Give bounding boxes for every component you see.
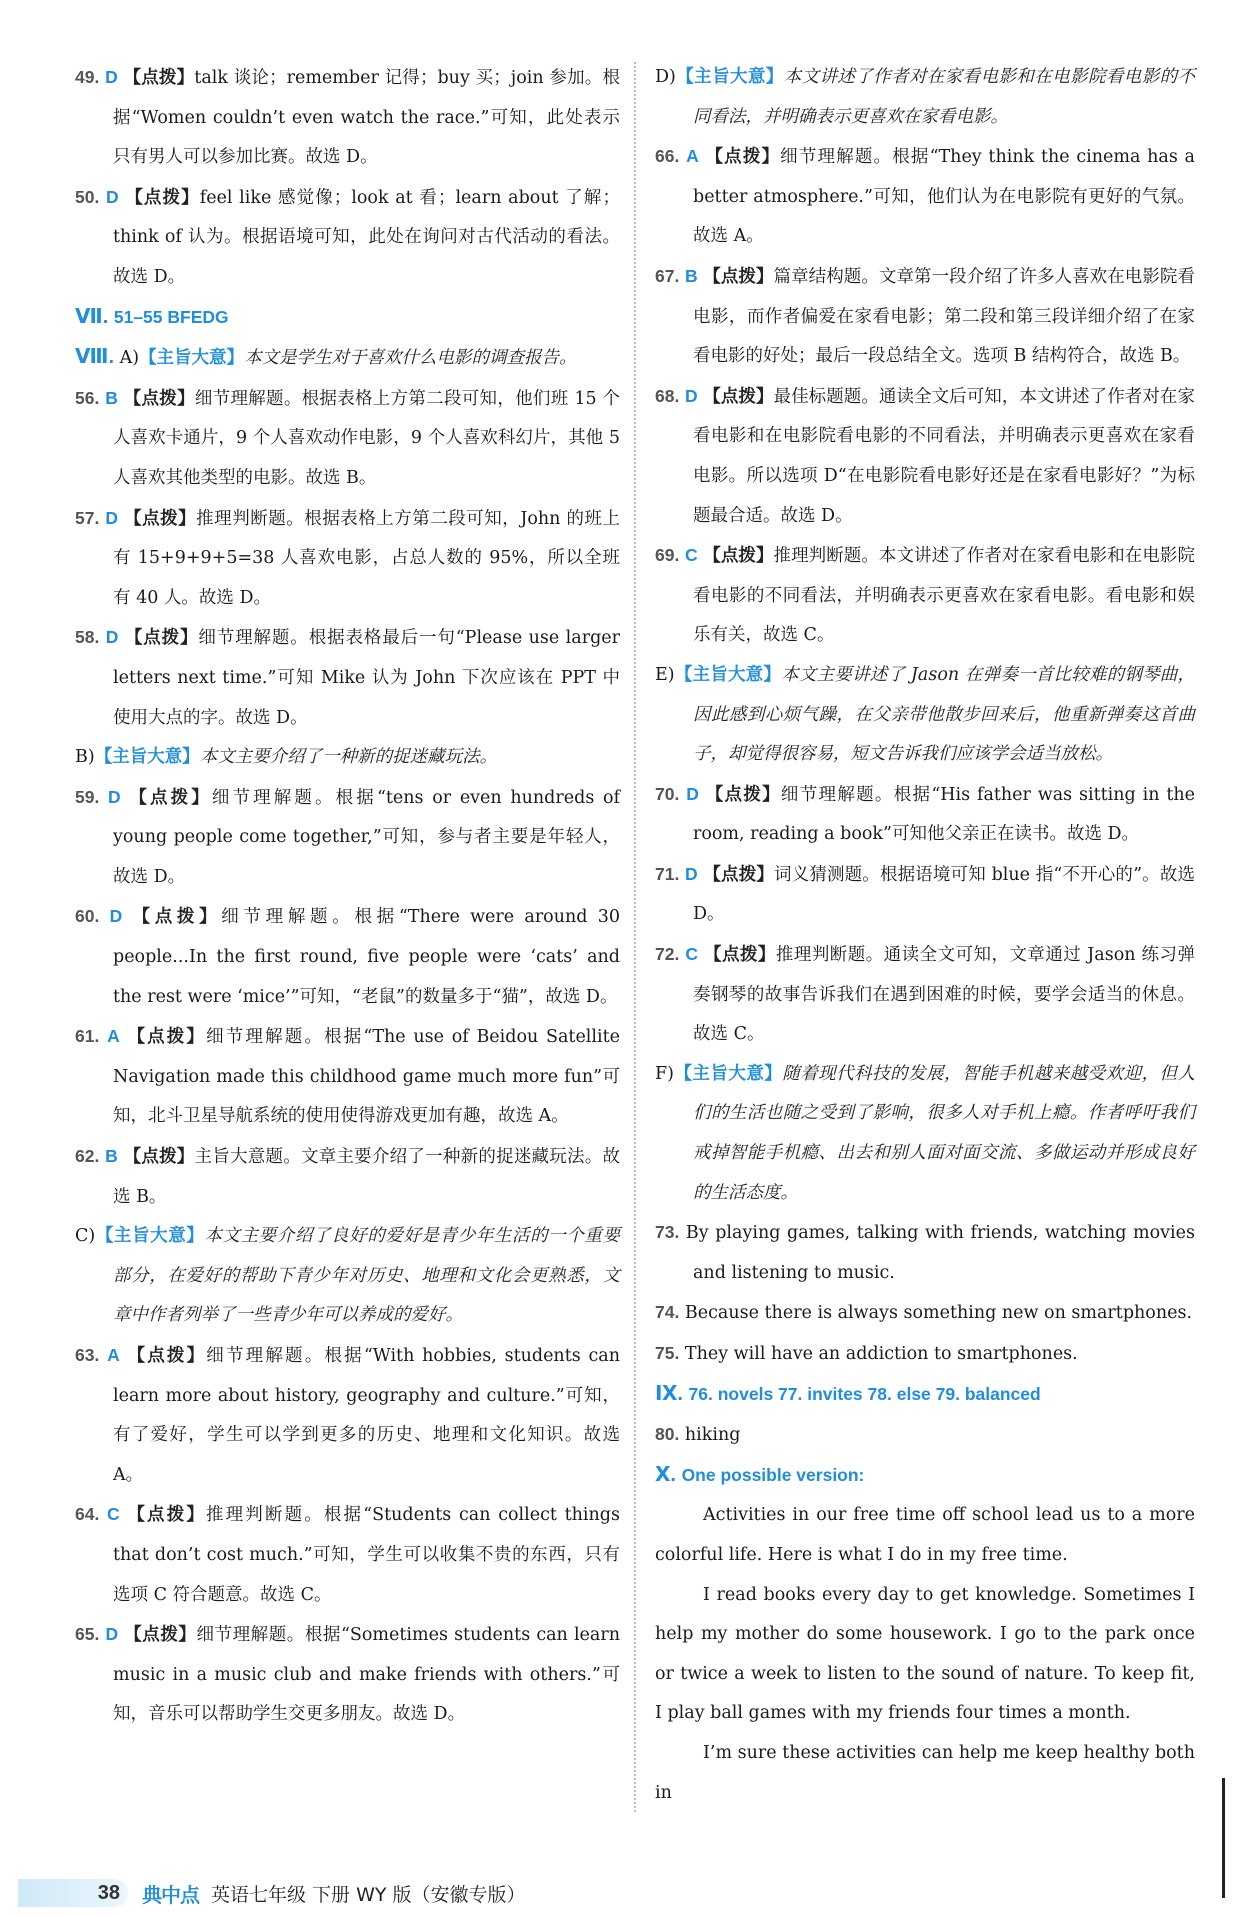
section-heading [655,1375,1195,1416]
hint-tag: 【点拨】 [123,1147,195,1168]
explanation-text: Because there is always something new on smartphones. [684,1303,1193,1324]
answer-letter: D [106,186,119,207]
left-column [75,58,620,1735]
answer-letter: B [105,1146,118,1167]
book-title: 英语七年级 下册 WY 版（安徽专版） [211,1883,526,1906]
answer-item [655,935,1195,1055]
explanation-text: 推理判断题。根据表格上方第二段可知，John 的班上有 15+9+9+5=38 人喜欢电影，占总人数的 95%，所以全班有 40 人。故选 D。 [113,508,620,608]
answer-item [75,1137,620,1217]
explanation-text: 细节理解题。根据表格最后一句“Please use larger letters next time.”可知 Mike 认为 John 下次应该在 PPT 中使用大点的字。故选 D。 [113,628,620,728]
margin-bar [1222,1778,1225,1898]
explanation-text: 篇章结构题。文章第一段介绍了许多人喜欢在电影院看电影，而作者偏爱在家看电影；第二段和第三段详细介绍了在家看电影的好处；最后一段总结全文。选项 B 结构符合，故选 B。 [693,266,1196,367]
hint-tag: 【点拨】 [125,187,200,208]
section-text: 本文是学生对于喜欢什么电影的调查报告。 [244,348,577,369]
essay-text: I’m sure these activities can help me keep healthy both in [655,1742,1195,1803]
question-number: 67. [655,265,680,286]
answer-letter: D [684,385,698,406]
explanation-text: 词义猜测题。根据语境可知 blue 指“不开心的”。故选 D。 [693,864,1195,925]
page-number: 38 [97,1881,120,1904]
hint-tag: 【点拨】 [703,864,775,885]
answer-letter: D [105,627,119,648]
theme-tag: 【主旨大意】 [675,67,784,87]
answer-item [655,1213,1195,1293]
answer-item [655,536,1195,656]
theme-tag: 【主旨大意】 [94,747,200,768]
question-number: 66. [655,146,680,167]
answer-item [75,778,620,898]
question-number: 59. [75,786,100,807]
essay-paragraph [655,1734,1195,1813]
question-number: 62. [75,1146,100,1167]
passage-summary [655,1055,1195,1213]
explanation-text: 最佳标题题。通读全文后可知，本文讲述了作者对在家看电影和在电影院看电影的不同看法，并明确表示更喜欢在家看电影。所以选项 D“在电影院看电影好还是在家看电影好？”为标题最合适。故选 D。 [693,386,1196,526]
question-number: 64. [75,1504,100,1525]
answer-letter: D [105,67,118,87]
answer-item [655,775,1195,855]
sub-label: A) [119,348,140,369]
essay-paragraph [655,1576,1195,1734]
answer-item [75,1615,620,1735]
answer-letter: C [685,944,698,965]
passage-label: F) [655,1063,674,1084]
answer-letter: A [686,146,699,167]
hint-tag: 【点拨】 [703,266,774,287]
hint-tag: 【点拨】 [705,784,781,805]
summary-text: 随着现代科技的发展，智能手机越来越受欢迎，但人们的生活也随之受到了影响，很多人对手机上瘾。作者呼吁我们戒掉智能手机瘾、出去和别人面对面交流、多做运动并形成良好的生活态度。 [693,1063,1196,1203]
answer-item [75,897,620,1017]
question-number: 57. [75,507,100,528]
explanation-text: 细节理解题。根据“The use of Beidou Satellite Navigation made this childhood game much more fun”可知，北斗卫星导航系统的使用使得游戏更加有趣，故选 A。 [113,1027,620,1127]
hint-tag: 【点拨】 [703,546,774,567]
answer-letter: C [684,545,698,566]
answer-item [75,58,620,178]
hint-tag: 【点拨】 [129,787,212,808]
publisher-logo: 典中点 [142,1882,199,1907]
theme-tag: 【主旨大意】 [673,1063,783,1084]
answer-item [655,137,1195,257]
section-text: 76. novels 77. invites 78. else 79. balanced [688,1383,1041,1404]
hint-tag: 【点拨】 [703,386,774,407]
explanation-text: 细节理解题。根据“His father was sitting in the room, reading a book”可知他父亲正在读书。故选 D。 [693,784,1195,845]
answer-letter: A [107,1345,120,1365]
hint-tag: 【点拨】 [704,945,776,966]
answer-item [655,1293,1195,1334]
question-number: 70. [655,783,680,804]
explanation-text: 推理判断题。通读全文可知，文章通过 Jason 练习弹奏钢琴的故事告诉我们在遇到困难的时候，要学会适当的休息。故选 C。 [693,945,1195,1045]
essay-text: Activities in our free time off school lead us to a more colorful life. Here is what I do in my free time. [655,1505,1195,1565]
page-number-box [18,1879,128,1907]
section-number: Ⅸ. [655,1382,683,1405]
answer-letter: D [109,906,123,927]
explanation-text: talk 谈论；remember 记得；buy 买；join 参加。根据“Women couldn’t even watch the race.”可知，此处表示只有男人可以参加比赛。故选 D。 [113,68,620,168]
answer-item [655,1334,1195,1375]
section-text: One possible version: [681,1464,865,1485]
summary-text: 本文主要介绍了一种新的捉迷藏玩法。 [199,747,498,768]
answer-letter: D [105,1624,119,1645]
theme-tag: 【主旨大意】 [674,664,782,685]
answer-item [75,618,620,738]
answer-letter: D [685,863,698,884]
hint-tag: 【点拨】 [124,1625,197,1646]
summary-text: 本文主要介绍了良好的爱好是青少年生活的一个重要部分，在爱好的帮助下青少年对历史、地理和文化会更熟悉，文章中作者列举了一些青少年可以养成的爱好。 [113,1226,620,1326]
hint-tag: 【点拨】 [127,1346,207,1366]
section-number: Ⅶ. [75,305,109,328]
theme-tag: 【主旨大意】 [95,1226,205,1247]
answer-letter: D [105,507,119,528]
hint-tag: 【点拨】 [124,628,199,649]
passage-label: C) [75,1226,96,1247]
answer-letter: B [105,387,118,408]
question-number: 49. [75,67,100,87]
hint-tag: 【点拨】 [127,1505,206,1526]
right-column [655,58,1195,1813]
answer-letter: A [107,1026,120,1047]
hint-tag: 【点拨】 [132,907,222,928]
theme-tag: 【主旨大意】 [139,348,245,369]
question-number: 68. [655,385,680,406]
question-number: 60. [75,906,100,927]
hint-tag: 【点拨】 [127,1027,207,1048]
essay-text: I read books every day to get knowledge. Sometimes I help my mother do some housework. I go to the park once or twice a week to listen to the sound of nature. To keep fit, I play ball games with my friends four times a month. [655,1584,1195,1724]
question-number: 74. [655,1302,680,1323]
section-heading [75,298,620,339]
passage-summary [655,58,1195,137]
essay-paragraph [655,1496,1195,1575]
answer-item [75,1017,620,1137]
passage-summary [75,1217,620,1336]
explanation-text: 推理判断题。根据“Students can collect things that don’t cost much.”可知，学生可以收集不贵的东西，只有选项 C 符合题意。故选 C。 [113,1505,620,1605]
question-number: 72. [655,944,680,965]
answer-item [75,499,620,619]
hint-tag: 【点拨】 [123,68,195,88]
question-number: 58. [75,627,100,648]
hint-tag: 【点拨】 [705,147,781,168]
page-footer [18,1873,618,1913]
answer-item [655,377,1195,536]
answer-item [75,1495,620,1615]
explanation-text: By playing games, talking with friends, watching movies and listening to music. [685,1223,1195,1283]
explanation-text: 细节理解题。根据“With hobbies, students can learn more about history, geography and culture.”可知，有了爱好，学生可以学到更多的历史、地理和文化知识。故选 A。 [113,1346,620,1485]
question-number: 50. [75,186,100,207]
section-heading [75,338,620,379]
answer-item [655,1415,1195,1456]
explanation-text: 细节理解题。根据表格上方第二段可知，他们班 15 个人喜欢卡通片，9 个人喜欢动作电影，9 个人喜欢科幻片，其他 5 人喜欢其他类型的电影。故选 B。 [113,388,620,488]
explanation-text: 推理判断题。本文讲述了作者对在家看电影和在电影院看电影的不同看法，并明确表示更喜欢在家看电影。看电影和娱乐有关，故选 C。 [693,546,1196,646]
explanation-text: They will have an addiction to smartphones. [684,1344,1078,1364]
answer-item [75,1336,620,1495]
passage-summary [655,656,1195,775]
answer-item [655,257,1195,377]
question-number: 65. [75,1624,100,1645]
explanation-text: 细节理解题。根据“Sometimes students can learn music in a music club and make friends with others.”可知，音乐可以帮助学生交更多朋友。故选 D。 [113,1625,620,1725]
passage-label: D) [655,67,676,87]
passage-label: B) [75,747,95,768]
question-number: 63. [75,1345,100,1365]
question-number: 56. [75,387,100,408]
summary-text: 本文主要讲述了 Jason 在弹奏一首比较难的钢琴曲，因此感到心烦气躁，在父亲带他散步回来后，他重新弹奏这首曲子，却觉得很容易，短文告诉我们应该学会适当放松。 [693,664,1195,765]
explanation-text: feel like 感觉像；look at 看；learn about 了解；think of 认为。根据语境可知，此处在询问对古代活动的看法。故选 D。 [113,187,620,287]
section-heading [655,1456,1195,1497]
question-number: 71. [655,863,680,884]
explanation-text: hiking [684,1425,741,1446]
column-divider [634,62,636,1812]
question-number: 75. [655,1343,680,1363]
question-number: 80. [655,1424,680,1445]
question-number: 69. [655,545,680,566]
explanation-text: 细节理解题。根据“There were around 30 people...In the first round, five people were ‘cats’ and the rest were ‘mice’”可知，“老鼠”的数量多于“猫”，故选 D。 [113,907,620,1007]
question-number: 61. [75,1026,100,1047]
answer-item [75,379,620,499]
summary-text: 本文讲述了作者对在家看电影和在电影院看电影的不同看法，并明确表示更喜欢在家看电影。 [693,67,1196,127]
question-number: 73. [655,1222,680,1243]
section-number: Ⅹ. [655,1463,676,1486]
explanation-text: 细节理解题。根据“tens or even hundreds of young people come together,”可知，参与者主要是年轻人，故选 D。 [113,787,620,887]
hint-tag: 【点拨】 [124,508,197,529]
answer-letter: B [684,265,698,286]
passage-summary [75,738,620,778]
answer-item [75,178,620,298]
passage-label: E) [655,664,675,685]
explanation-text: 细节理解题。根据“They think the cinema has a better atmosphere.”可知，他们认为在电影院有更好的气氛。故选 A。 [693,147,1195,247]
answer-letter: D [108,786,121,807]
answer-letter: C [107,1504,120,1525]
answer-letter: D [686,783,699,804]
answer-item [655,855,1195,935]
section-text: 51–55 BFEDG [113,306,229,327]
explanation-text: 主旨大意题。文章主要介绍了一种新的捉迷藏玩法。故选 B。 [113,1147,620,1207]
hint-tag: 【点拨】 [123,388,195,409]
section-number: Ⅷ. [75,346,115,369]
